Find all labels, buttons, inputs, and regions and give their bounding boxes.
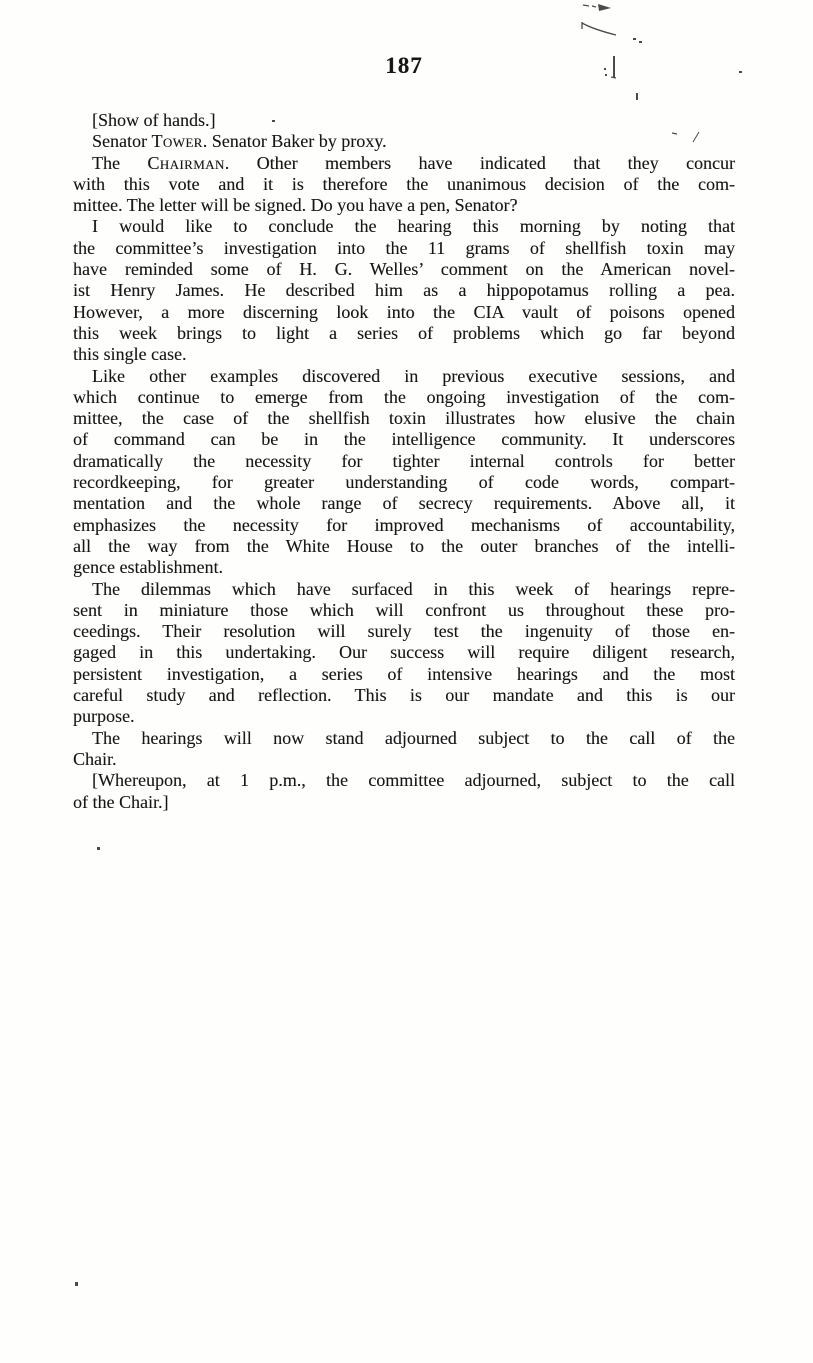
text-line: with this vote and it is therefore the unanimous decision of the com- (73, 173, 735, 194)
speaker-name: Tower (151, 131, 203, 152)
text-line: emphasizes the necessity for improved mechanisms of accountability, (73, 514, 735, 535)
text-line: [Whereupon, at 1 p.m., the committee adjourned, subject to the call (92, 770, 735, 791)
text-line: Like other examples discovered in previous executive sessions, and (92, 365, 735, 386)
text-line (73, 131, 735, 152)
text-line: I would like to conclude the hearing this morning by noting that (92, 216, 735, 237)
text-segment: . Other members have indicated that they concur (224, 152, 735, 173)
text-line: ceedings. Their resolution will surely test the ingenuity of those en- (73, 621, 735, 642)
text-line: ist Henry James. He described him as a hippopotamus rolling a pea. (73, 280, 735, 301)
text-line: However, a more discerning look into the CIA vault of poisons opened (73, 301, 735, 322)
speaker-name: Chairman (147, 152, 225, 173)
paragraph (73, 579, 735, 728)
text-line: recordkeeping, for greater understanding of code words, compart- (73, 472, 735, 493)
text-line: mittee, the case of the shellfish toxin illustrates how elusive the chain (73, 408, 735, 429)
paragraph (73, 216, 735, 365)
text-line: gaged in this undertaking. Our success will require diligent research, (73, 642, 735, 663)
paragraph (73, 153, 735, 217)
text-line: careful study and reflection. This is our mandate and this is our (73, 685, 735, 706)
text-line: all the way from the White House to the outer branches of the intelli- (73, 535, 735, 556)
text-line: sent in miniature those which will confront us throughout these pro- (73, 599, 735, 620)
text-line: this single case. (73, 344, 187, 365)
text-line: of the Chair.] (73, 791, 169, 812)
text-line: of command can be in the intelligence community. It underscores (73, 429, 735, 450)
text-segment: The (92, 152, 148, 173)
text-line: purpose. (73, 706, 135, 727)
text-line: gence establishment. (73, 557, 223, 578)
text-line: [Show of hands.] (92, 110, 216, 130)
text-line: Chair. (73, 748, 117, 769)
text-line: The hearings will now stand adjourned subject to the call of the (92, 727, 735, 748)
text-line: The dilemmas which have surfaced in this week of hearings repre- (92, 578, 735, 599)
text-line: mentation and the whole range of secrecy requirements. Above all, it (73, 493, 735, 514)
paragraph (73, 728, 735, 771)
page-number: 187 (385, 53, 423, 78)
text-segment: Senator (92, 131, 152, 152)
text-line: persistent investigation, a series of intensive hearings and the most (73, 663, 735, 684)
paragraph (73, 770, 735, 813)
text-line: dramatically the necessity for tighter internal controls for better (73, 450, 735, 471)
text-line: this week brings to light a series of problems which go far beyond (73, 322, 735, 343)
text-line (73, 153, 735, 174)
paragraph (73, 110, 735, 131)
text-line: have reminded some of H. G. Welles’ comment on the American novel- (73, 259, 735, 280)
text-line: mittee. The letter will be signed. Do you have a pen, Senator? (73, 195, 518, 216)
text-line: the committee’s investigation into the 11 grams of shellfish toxin may (73, 237, 735, 258)
text-block (73, 110, 735, 813)
paragraph (73, 366, 735, 579)
paragraph (73, 131, 735, 152)
text-line: which continue to emerge from the ongoing investigation of the com- (73, 386, 735, 407)
text-segment: . Senator Baker by proxy. (202, 131, 387, 152)
